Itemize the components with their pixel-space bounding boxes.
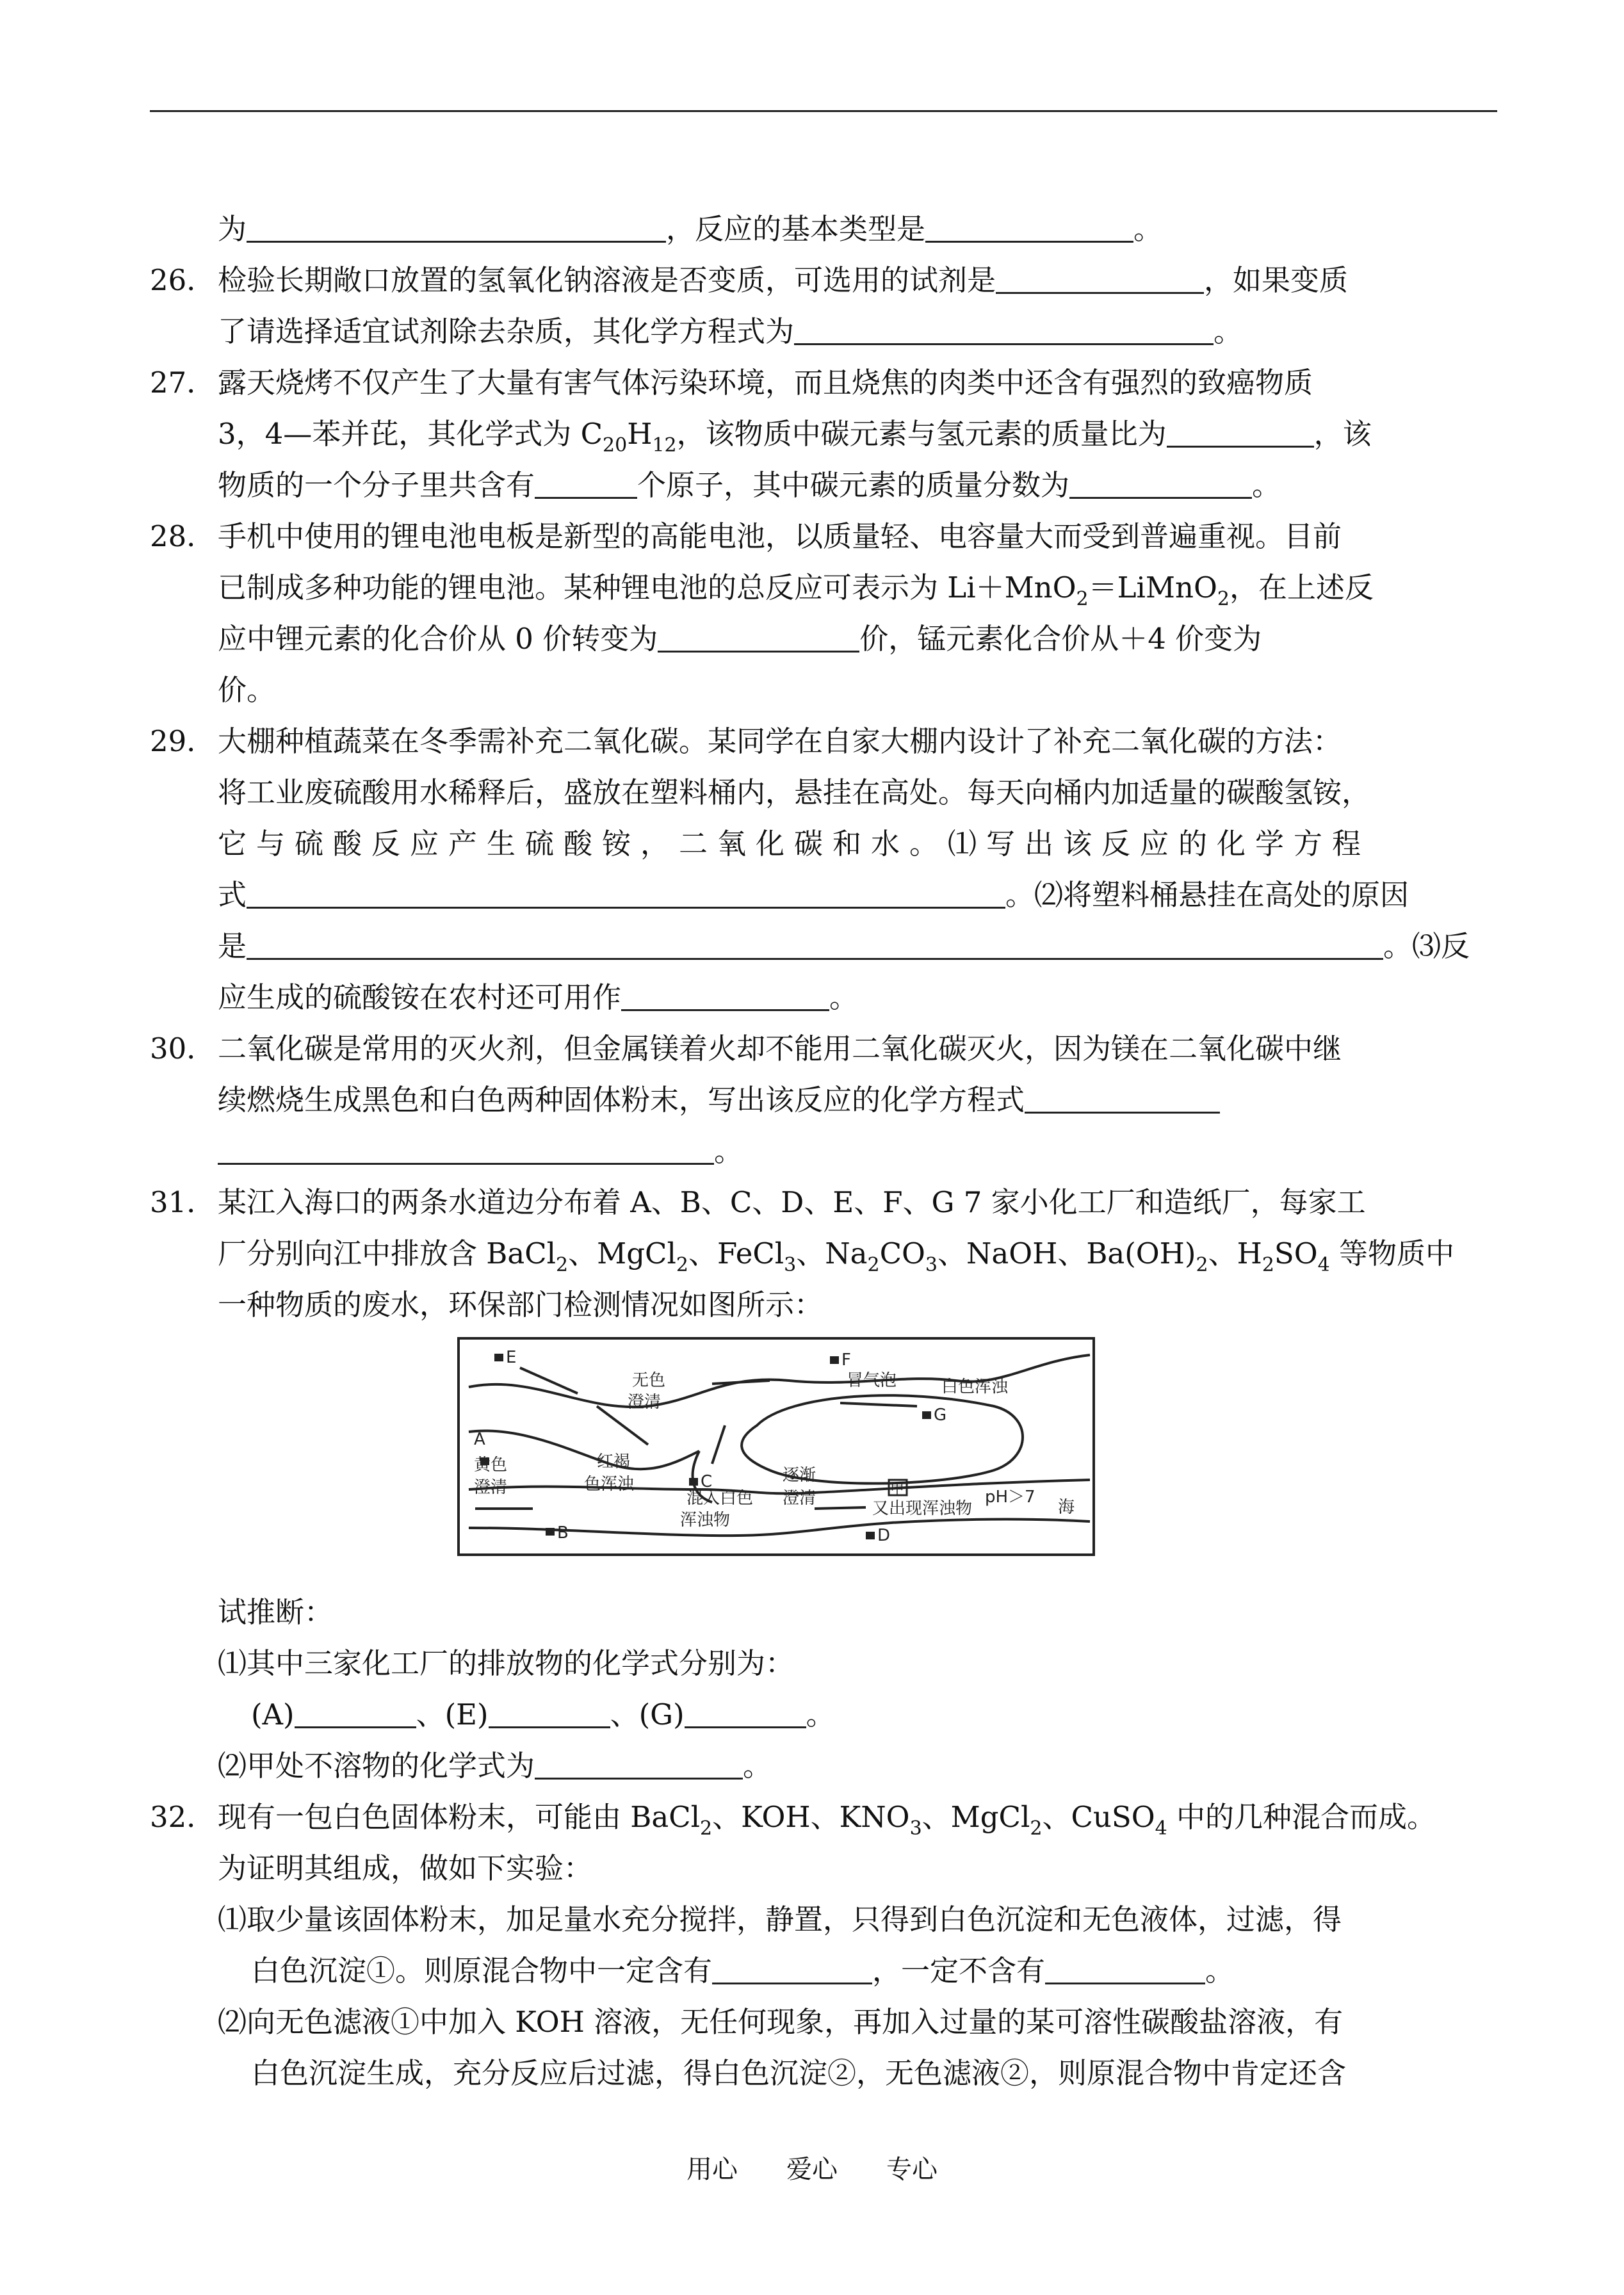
flow-arrow (712, 1425, 725, 1464)
flow-arrow (815, 1507, 866, 1509)
label-honghe: 红褐 (597, 1452, 631, 1472)
q31-line-6: (A) 、(E) 、(G) 。 (251, 1698, 835, 1731)
header-rule (150, 110, 1497, 112)
answer-blank[interactable] (535, 1748, 743, 1780)
footer-text: 用心 (686, 2155, 738, 2184)
q31-line-5: ⑴其中三家化工厂的排放物的化学式分别为： (218, 1646, 795, 1680)
q32-line-2: 为证明其组成，做如下实验： (218, 1851, 593, 1885)
q28-line-1: 手机中使用的锂电池电板是新型的高能电池，以质量轻、电容量大而受到普遍重视。目前 (218, 519, 1342, 553)
label-baise-hunzhuo: 白色浑浊 (941, 1377, 1009, 1397)
flow-arrow (840, 1403, 917, 1406)
question-number: 32． (150, 1800, 216, 1834)
label-churu: 混入白色 (686, 1489, 754, 1508)
factory-icon (689, 1478, 698, 1486)
diagram-border (459, 1338, 1094, 1555)
q29-line-5: 是 。⑶反 (218, 929, 1470, 963)
q27-line-2: 3，4—苯并芘，其化学式为 $C_{20}H_{12}$，该物质中碳元素与氢元素的质量比为 ，该 (218, 417, 1372, 457)
factory-icon (546, 1528, 555, 1536)
answer-blank[interactable] (535, 467, 637, 499)
label-chengqing-3: 澄清 (783, 1489, 816, 1508)
label-ph: pH＞7 (985, 1488, 1035, 1507)
label-sehunzhuo: 色浑浊 (584, 1475, 635, 1494)
label-b: B (557, 1523, 569, 1543)
question-number: 29． (150, 724, 216, 758)
answer-blank[interactable] (247, 877, 1005, 909)
answer-blank[interactable] (1069, 467, 1252, 499)
q28-line-4: 价。 (218, 673, 276, 707)
label-f: F (841, 1350, 851, 1370)
footer-text: 专心 (886, 2155, 938, 2184)
factory-icon (830, 1356, 839, 1364)
answer-blank[interactable] (1025, 1082, 1220, 1114)
answer-blank[interactable] (1167, 416, 1314, 448)
answer-blank[interactable] (295, 1697, 416, 1728)
flow-arrow (712, 1381, 770, 1384)
label-maoqipao: 冒气泡 (847, 1371, 897, 1390)
q31-line-3: 一种物质的废水，环保部门检测情况如图所示： (218, 1288, 824, 1322)
label-chengqing: 澄清 (628, 1393, 662, 1412)
q29-line-4: 式 。⑵将塑料桶悬挂在高处的原因 (218, 878, 1409, 912)
q32-line-1: 现有一包白色固体粉末，可能由 BaCl$_2$、KOH、$KNO_3$、MgCl$_2$、CuSO$_4$ 中的几种混合而成。 (218, 1800, 1436, 1840)
answer-blank[interactable] (247, 211, 666, 243)
factory-icon (494, 1354, 503, 1361)
footer-text: 爱心 (786, 2155, 838, 2184)
river-diagram (456, 1336, 1096, 1557)
q32-line-4: 白色沉淀①。则原混合物中一定含有 ，一定不含有 。 (251, 1954, 1235, 1988)
q26-line-1: 检验长期敞口放置的氢氧化钠溶液是否变质，可选用的试剂是 ，如果变质 (218, 263, 1349, 297)
q30-line-2: 续燃烧生成黑色和白色两种固体粉末，写出该反应的化学方程式 (218, 1081, 1492, 1119)
q30-line-1: 二氧化碳是常用的灭火剂，但金属镁着火却不能用二氧化碳灭火，因为镁在二氧化碳中继 (218, 1032, 1342, 1066)
answer-blank[interactable] (685, 1697, 806, 1728)
answer-blank[interactable] (712, 1953, 872, 1984)
label-c: C (701, 1472, 713, 1491)
label-huangse: 黄色 (474, 1456, 508, 1475)
q28-line-2: 已制成多种功能的锂电池。某种锂电池的总反应可表示为 Li＋MnO$_2$＝LiMnO$_2$，在上述反 (218, 571, 1374, 610)
q28-line-3: 应中锂元素的化合价从 0 价转变为 价，锰元素化合价从＋4 价变为 (218, 622, 1262, 656)
q31-line-7: ⑵甲处不溶物的化学式为 。 (218, 1749, 772, 1783)
label-youchuxian: 又出现浑浊物 (872, 1499, 973, 1518)
q32-line-5: ⑵向无色滤液①中加入 KOH 溶液，无任何现象，再加入过量的某可溶性碳酸盐溶液，有 (218, 2005, 1344, 2039)
flow-arrow (520, 1368, 578, 1393)
label-hai: 海 (1058, 1498, 1075, 1517)
label-jia: 甲 (890, 1481, 905, 1497)
question-number: 30． (150, 1032, 216, 1066)
label-chendianwu: 浑浊物 (680, 1511, 731, 1530)
question-number: 26． (150, 263, 216, 297)
answer-blank[interactable] (658, 621, 859, 653)
flow-arrow (597, 1406, 648, 1445)
q25-tail-line: 为 ，反应的基本类型是 。 (218, 212, 1163, 246)
label-g: G (934, 1406, 947, 1425)
label-a: A (474, 1430, 485, 1449)
q27-line-1: 露天烧烤不仅产生了大量有害气体污染环境，而且烧焦的肉类中还含有强烈的致癌物质 (218, 366, 1313, 400)
answer-blank[interactable] (1045, 1953, 1205, 1984)
q32-line-3: ⑴取少量该固体粉末，加足量水充分搅拌，静置，只得到白色沉淀和无色液体，过滤，得 (218, 1902, 1342, 1936)
answer-blank[interactable] (794, 314, 1214, 345)
q29-line-6: 应生成的硫酸铵在农村还可用作 。 (218, 980, 859, 1014)
q31-line-4: 试推断： (218, 1595, 334, 1629)
question-number: 28． (150, 519, 216, 553)
factory-icon (922, 1411, 931, 1419)
label-d: D (877, 1526, 891, 1545)
answer-blank[interactable] (925, 211, 1133, 243)
answer-blank[interactable] (247, 929, 1383, 960)
page-footer (0, 2149, 1624, 2186)
q31-line-1: 某江入海口的两条水道边分布着 A、B、C、D、E、F、G 7 家小化工厂和造纸厂，每家工 (218, 1185, 1366, 1219)
label-chengqing-2: 澄清 (474, 1478, 508, 1497)
q29-line-1: 大棚种植蔬菜在冬季需补充二氧化碳。某同学在自家大棚内设计了补充二氧化碳的方法： (218, 724, 1342, 758)
label-e: E (506, 1348, 517, 1367)
answer-blank[interactable] (996, 263, 1204, 294)
answer-blank[interactable] (489, 1697, 610, 1728)
q31-line-2: 厂分别向江中排放含 BaCl$_2$、MgCl$_2$、FeCl$_3$、$Na_2CO_3$、NaOH、$Ba(OH)_2$、$H_2SO_4$ 等物质中 (218, 1237, 1455, 1276)
q27-line-3: 物质的一个分子里共含有 个原子，其中碳元素的质量分数为 。 (218, 468, 1281, 502)
q32-line-6: 白色沉淀生成，充分反应后过滤，得白色沉淀②，无色滤液②，则原混合物中肯定还含 (251, 2056, 1347, 2090)
question-number: 27． (150, 366, 216, 400)
label-wuse: 无色 (632, 1371, 666, 1390)
answer-blank[interactable] (218, 1133, 714, 1165)
label-zhujian: 逐渐 (783, 1466, 816, 1485)
q29-line-3: 它与硫酸反应产生硫酸铵，二氧化碳和水。⑴写出该反应的化学方程 (218, 827, 1371, 861)
answer-blank[interactable] (621, 980, 829, 1011)
question-number: 31． (150, 1185, 216, 1219)
factory-icon (866, 1532, 875, 1539)
q29-line-2: 将工业废硫酸用水稀释后，盛放在塑料桶内，悬挂在高处。每天向桶内加适量的碳酸氢铵， (218, 775, 1371, 809)
q26-line-2: 了请选择适宜试剂除去杂质，其化学方程式为 。 (218, 314, 1243, 348)
q30-line-3: 。 (218, 1132, 1492, 1171)
